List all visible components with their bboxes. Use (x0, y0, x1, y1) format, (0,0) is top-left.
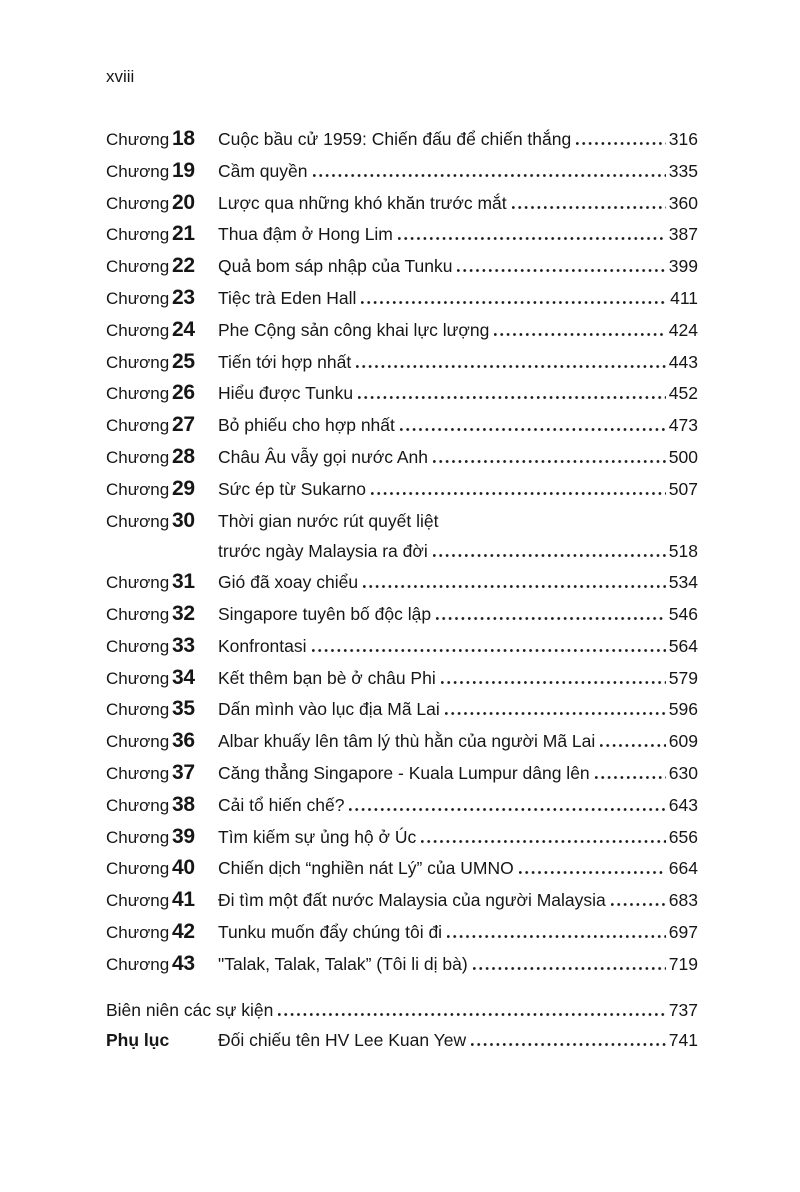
entry-page-number: 609 (668, 731, 698, 752)
chapter-number: 26 (172, 381, 195, 405)
toc-line (218, 283, 698, 314)
toc-entry (106, 663, 698, 695)
dot-leader (494, 333, 665, 336)
entry-title: Phe Cộng sản công khai lực lượng (218, 319, 490, 340)
entry-title: Tiệc trà Eden Hall (218, 287, 357, 308)
entry-page-number: 452 (668, 383, 698, 404)
toc-line (218, 378, 698, 409)
toc-line (218, 567, 698, 598)
chapter-word: Chương (106, 922, 170, 942)
toc-entry (106, 315, 698, 347)
chapter-label (106, 949, 218, 981)
entry-body (218, 315, 698, 347)
dot-leader (433, 460, 666, 463)
chapter-number: 41 (172, 888, 195, 912)
toc-entry (106, 378, 698, 410)
chapter-word: Chương (106, 352, 170, 372)
chapter-word: Chương (106, 479, 170, 499)
chapter-number: 38 (172, 792, 195, 816)
entry-page-number: 518 (668, 541, 698, 562)
toc-line (218, 1025, 698, 1056)
toc-line (106, 995, 698, 1026)
toc-entry (106, 251, 698, 283)
chapter-word: Chương (106, 827, 170, 847)
entry-page-number: 316 (668, 129, 698, 149)
toc-entry (106, 631, 698, 663)
entry-page-number: 664 (668, 858, 698, 879)
entry-body (218, 474, 698, 506)
chapter-word: Chương (106, 732, 170, 752)
chapter-number: 23 (172, 285, 195, 309)
chapter-word: Chương (106, 891, 170, 911)
toc-entry (106, 442, 698, 474)
entry-body (218, 631, 698, 663)
toc-line (218, 315, 698, 346)
chapter-label (106, 474, 218, 506)
entry-body (106, 995, 698, 1026)
dot-leader (447, 935, 666, 938)
chapter-number: 31 (172, 570, 195, 594)
chapter-label (106, 188, 218, 220)
chapter-number: 18 (172, 127, 195, 150)
chapter-label (106, 315, 218, 347)
entry-title: Biên niên các sự kiện (106, 999, 274, 1020)
dot-leader (595, 776, 666, 779)
toc-line (218, 694, 698, 725)
chapter-number: 39 (172, 824, 195, 848)
entry-body (218, 156, 698, 188)
entry-body (218, 283, 698, 315)
toc-line (218, 949, 698, 980)
entry-page-number: 596 (668, 699, 698, 720)
entry-title: Châu Âu vẫy gọi nước Anh (218, 446, 428, 467)
toc-line (218, 917, 698, 948)
dot-leader (363, 585, 666, 588)
toc-entry (106, 949, 698, 981)
dot-leader (398, 237, 666, 240)
chapter-number: 21 (172, 222, 195, 246)
chapter-label (106, 251, 218, 283)
entry-page-number: 473 (668, 415, 698, 436)
dot-leader (312, 649, 666, 652)
chapter-label (106, 694, 218, 726)
entry-page-number: 737 (668, 999, 698, 1020)
entry-page-number: 741 (668, 1030, 698, 1051)
toc-entry (106, 410, 698, 442)
dot-leader (313, 174, 666, 177)
entry-body (218, 188, 698, 220)
entry-page-number: 424 (668, 319, 698, 340)
toc-line (218, 506, 698, 537)
entry-page-number: 411 (670, 287, 698, 308)
dot-leader (611, 903, 666, 906)
entry-page-number: 500 (668, 446, 698, 467)
dot-leader (473, 967, 666, 970)
entry-body (218, 506, 698, 568)
entry-page-number: 656 (668, 826, 698, 847)
entry-title: Căng thẳng Singapore - Kuala Lumpur dâng lên (218, 762, 590, 783)
entry-body (218, 853, 698, 885)
entry-body (218, 822, 698, 854)
back-matter-entry (106, 1025, 698, 1056)
chapter-number: 28 (172, 444, 195, 468)
chapter-label (106, 663, 218, 695)
entry-title: Bỏ phiếu cho hợp nhất (218, 415, 395, 436)
chapter-label (106, 567, 218, 599)
chapter-word: Chương (106, 257, 170, 277)
chapter-number: 43 (172, 951, 195, 975)
entry-body (218, 726, 698, 758)
entry-body (218, 567, 698, 599)
entry-body (218, 251, 698, 283)
toc-line (218, 885, 698, 916)
toc-entry (106, 726, 698, 758)
toc-line (218, 156, 698, 187)
toc-line (218, 822, 698, 853)
toc-entry (106, 188, 698, 220)
chapter-word: Chương (106, 384, 170, 404)
chapter-number: 19 (172, 158, 195, 182)
chapter-word: Chương (106, 954, 170, 974)
dot-leader (371, 492, 666, 495)
dot-leader (512, 206, 666, 209)
entry-page-number: 399 (668, 256, 698, 277)
chapter-label (106, 853, 218, 885)
toc-line (218, 853, 698, 884)
toc-entry (106, 853, 698, 885)
chapter-number: 34 (172, 665, 195, 689)
dot-leader (436, 617, 666, 620)
section-label (106, 1025, 218, 1056)
chapter-number: 25 (172, 349, 195, 373)
entry-page-number: 630 (668, 762, 698, 783)
dot-leader (445, 712, 666, 715)
toc-entry (106, 822, 698, 854)
chapter-label (106, 631, 218, 663)
entry-title: Tìm kiếm sự ủng hộ ở Úc (218, 826, 417, 847)
chapter-number: 36 (172, 729, 195, 753)
toc-entry (106, 283, 698, 315)
chapter-word: Chương (106, 511, 170, 531)
back-matter-list (106, 995, 698, 1057)
entry-page-number: 507 (668, 478, 698, 499)
dot-leader (349, 808, 665, 811)
entry-title: Singapore tuyên bố độc lập (218, 603, 432, 624)
entry-page-number: 579 (668, 667, 698, 688)
chapter-word: Chương (106, 700, 170, 720)
dot-leader (433, 554, 666, 557)
entry-page-number: 697 (668, 921, 698, 942)
chapter-word: Chương (106, 447, 170, 467)
dot-leader (421, 840, 666, 843)
toc-line (218, 410, 698, 441)
entry-title: Thua đậm ở Hong Lim (218, 224, 393, 245)
toc-line (218, 188, 698, 219)
chapter-label (106, 442, 218, 474)
dot-leader (356, 365, 666, 368)
entry-body (218, 790, 698, 822)
chapter-word: Chương (106, 416, 170, 436)
entry-title: Hiểu được Tunku (218, 383, 354, 404)
toc-entry (106, 124, 698, 156)
entry-page-number: 546 (668, 603, 698, 624)
entry-body (218, 949, 698, 981)
chapter-label (106, 758, 218, 790)
chapter-label (106, 599, 218, 631)
chapter-number: 32 (172, 601, 195, 625)
page-folio: xviii (106, 67, 135, 86)
toc-entry (106, 156, 698, 188)
chapter-word: Chương (106, 636, 170, 656)
toc-line (218, 726, 698, 757)
chapter-label (106, 283, 218, 315)
dot-leader (361, 301, 667, 304)
chapter-label (106, 219, 218, 251)
dot-leader (278, 1013, 665, 1016)
entry-title: Lược qua những khó khăn trước mắt (218, 192, 507, 213)
toc-entry (106, 790, 698, 822)
toc-entry (106, 917, 698, 949)
entry-title: Thời gian nước rút quyết liệt (218, 510, 439, 531)
entry-body (218, 219, 698, 251)
toc-line (218, 124, 698, 155)
entry-title: trước ngày Malaysia ra đời (218, 541, 428, 562)
entry-title: Sức ép từ Sukarno (218, 478, 366, 499)
entry-body (218, 442, 698, 474)
entry-body (218, 378, 698, 410)
dot-leader (576, 142, 666, 145)
chapter-word: Chương (106, 668, 170, 688)
chapter-word: Chương (106, 573, 170, 593)
toc-entry (106, 758, 698, 790)
chapter-number: 40 (172, 856, 195, 880)
entry-title: Konfrontasi (218, 635, 307, 656)
toc-line (218, 442, 698, 473)
toc-line (218, 219, 698, 250)
chapter-number: 22 (172, 254, 195, 278)
chapter-number: 42 (172, 919, 195, 943)
entry-title: Cầm quyền (218, 160, 308, 181)
toc-entry (106, 694, 698, 726)
entry-title: Quả bom sáp nhập của Tunku (218, 256, 453, 277)
chapter-label (106, 156, 218, 188)
toc-line (218, 790, 698, 821)
chapter-number: 33 (172, 633, 195, 657)
entry-title: Albar khuấy lên tâm lý thù hằn của người Mã Lai (218, 731, 596, 752)
entry-page-number: 387 (668, 224, 698, 245)
toc-line (218, 631, 698, 662)
toc-entry (106, 506, 698, 568)
chapter-number: 30 (172, 508, 195, 532)
chapter-label (106, 726, 218, 758)
entry-title: Đi tìm một đất nước Malaysia của người Malaysia (218, 890, 606, 911)
chapter-word: Chương (106, 604, 170, 624)
entry-title: Tunku muốn đẩy chúng tôi đi (218, 921, 443, 942)
entry-title: Kết thêm bạn bè ở châu Phi (218, 667, 436, 688)
chapter-label (106, 790, 218, 822)
chapter-word: Chương (106, 859, 170, 879)
entry-body (218, 410, 698, 442)
dot-leader (457, 269, 665, 272)
chapter-word: Chương (106, 288, 170, 308)
toc-entry (106, 885, 698, 917)
entry-body (218, 599, 698, 631)
chapter-number: 29 (172, 476, 195, 500)
toc-line (218, 536, 698, 567)
chapter-word: Chương (106, 193, 170, 213)
chapter-number: 35 (172, 697, 195, 721)
dot-leader (600, 744, 666, 747)
entry-body (218, 1025, 698, 1056)
dot-leader (358, 396, 666, 399)
entry-title: Cải tổ hiến chế? (218, 794, 345, 815)
entry-page-number: 564 (668, 635, 698, 656)
entry-title: Dấn mình vào lục địa Mã Lai (218, 699, 440, 720)
chapter-number: 37 (172, 760, 195, 784)
entry-body (218, 917, 698, 949)
toc-line (218, 663, 698, 694)
entry-body (218, 694, 698, 726)
entry-page-number: 443 (668, 351, 698, 372)
dot-leader (471, 1043, 666, 1046)
entry-body (218, 347, 698, 379)
toc-entry (106, 474, 698, 506)
chapter-label (106, 347, 218, 379)
toc-line (218, 251, 698, 282)
chapter-word: Chương (106, 130, 170, 149)
entry-body (218, 885, 698, 917)
dot-leader (441, 681, 666, 684)
chapter-word: Chương (106, 161, 170, 181)
entry-page-number: 643 (668, 794, 698, 815)
toc-line (218, 758, 698, 789)
chapter-label (106, 917, 218, 949)
entry-body (218, 758, 698, 790)
chapter-label (106, 822, 218, 854)
toc-line (218, 474, 698, 505)
entry-body (218, 124, 698, 156)
entry-title: Chiến dịch “nghiền nát Lý” của UMNO (218, 858, 514, 879)
chapter-number: 27 (172, 413, 195, 437)
entry-title: Gió đã xoay chiểu (218, 572, 359, 593)
toc-entry (106, 599, 698, 631)
dot-leader (400, 428, 666, 431)
entry-body (218, 663, 698, 695)
entry-title: Cuộc bầu cử 1959: Chiến đấu để chiến thắng (218, 129, 572, 149)
chapter-word: Chương (106, 763, 170, 783)
entry-title: "Talak, Talak, Talak” (Tôi li dị bà) (218, 953, 468, 974)
toc-line (218, 347, 698, 378)
chapter-label (106, 506, 218, 568)
entry-page-number: 683 (668, 890, 698, 911)
chapter-label (106, 378, 218, 410)
toc-entry (106, 219, 698, 251)
back-matter-entry (106, 995, 698, 1026)
chapter-word: Chương (106, 225, 170, 245)
chapter-label (106, 885, 218, 917)
chapter-word: Chương (106, 320, 170, 340)
entry-page-number: 719 (668, 953, 698, 974)
toc-entry (106, 567, 698, 599)
entry-page-number: 360 (668, 192, 698, 213)
entry-page-number: 534 (668, 572, 698, 593)
chapter-word: Chương (106, 795, 170, 815)
toc-line (218, 599, 698, 630)
dot-leader (519, 871, 666, 874)
entry-title: Tiến tới hợp nhất (218, 351, 352, 372)
chapter-label (106, 410, 218, 442)
chapter-number: 20 (172, 190, 195, 214)
toc-list (106, 124, 698, 981)
entry-page-number: 335 (668, 160, 698, 181)
entry-title: Đối chiếu tên HV Lee Kuan Yew (218, 1030, 467, 1051)
chapter-number: 24 (172, 317, 195, 341)
section-label-text: Phụ lục (106, 1030, 170, 1051)
chapter-label (106, 124, 218, 156)
toc-entry (106, 347, 698, 379)
